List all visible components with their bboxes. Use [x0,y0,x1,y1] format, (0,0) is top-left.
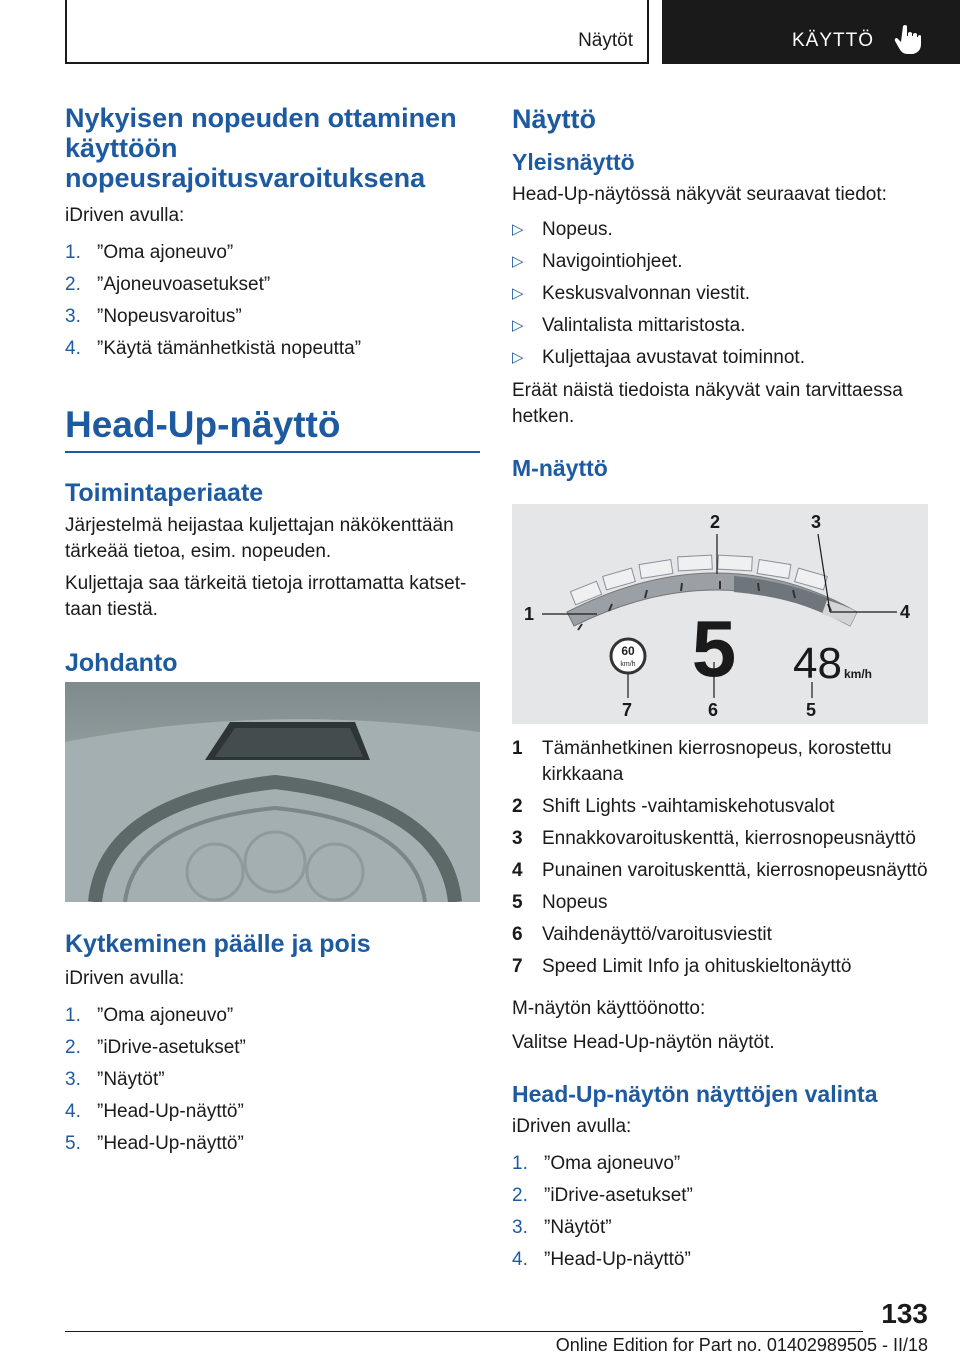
idrive-intro: iDriven avulla: [512,1116,632,1137]
hand-pointer-icon [894,24,922,54]
m-activation-instruction: Valitse Head-Up-näytön näytöt. [512,1032,775,1053]
section-title-onoff: Kytkeminen päälle ja pois [65,930,371,958]
section-title-intro: Johdanto [65,649,178,677]
list-item: 4. ”Head-Up-näyttö” [65,1101,244,1122]
edition-info: Online Edition for Part no. 01402989505 - II/18 [555,1335,928,1355]
list-item: ▷ Nopeus. [512,214,928,246]
legend-item: 1 Tämänhetkinen kierrosnopeus, korostettu kirkkaana [512,738,892,785]
section-title-m-display: M-näyttö [512,455,608,481]
idrive-intro: iDriven avulla: [65,968,185,989]
legend-item: 2 Shift Lights -vaihtamiskehotusvalot [512,796,835,817]
footer-divider [65,1331,863,1332]
list-item: 5. ”Head-Up-näyttö” [65,1133,244,1154]
section-title-select: Head-Up-näytön näyttöjen valinta [512,1081,878,1107]
callout-3: 3 [811,512,822,532]
m-activation-text: M-näytön käyttöönotto: [512,998,706,1019]
page-title: Head-Up-näyttö [65,403,480,453]
steps-list-select [512,1148,928,1276]
list-item: ▷ Kuljettajaa avustavat toiminnot. [512,342,928,374]
legend-item: 3 Ennakkovaroituskenttä, kierrosnopeusnäyttö [512,828,916,849]
idrive-intro: iDriven avulla: [65,205,185,226]
header-section-box [65,0,649,64]
header-chapter-tab [662,0,960,64]
left-column [65,100,480,677]
speed-limit-value: 60 [621,644,635,658]
left-column-lower [65,930,480,1160]
m-display-figure [512,504,928,724]
section-title-display: Näyttö [512,104,597,134]
list-item: 3. ”Näytöt” [512,1217,612,1238]
right-column [512,100,928,482]
steps-list-speed-warning [65,237,480,365]
list-item: ▷ Navigointiohjeet. [512,246,928,278]
legend-item: 5 Nopeus [512,892,608,913]
list-item: 3. ”Nopeusvaroitus” [65,306,242,327]
list-item: 1. ”Oma ajoneuvo” [512,1153,681,1174]
list-item: 1. ”Oma ajoneuvo” [65,242,234,263]
header-section-title: Näytöt [578,30,633,51]
hud-dashboard-image [65,682,480,902]
general-intro: Head-Up-näytössä näkyvät seuraavat tiedot: [512,184,887,205]
speed-value: 48 [793,639,842,688]
section-title-principle: Toimintaperiaate [65,479,264,507]
list-item: 2. ”iDrive-asetukset” [512,1185,693,1206]
list-item: 3. ”Näytöt” [65,1069,165,1090]
list-item: ▷ Valintalista mittaristosta. [512,310,928,342]
general-note: Eräät näistä tiedoista näkyvät vain tarvittaessa hetken. [512,380,903,427]
section-title-general: Yleisnäyttö [512,149,635,175]
m-display-legend [512,736,928,980]
callout-5: 5 [806,700,817,720]
principle-text-2: Kuljettaja saa tärkeitä tietoja irrottamatta katsettaan tiestä. [65,573,467,620]
page-number: 133 [881,1298,928,1329]
speed-limit-unit: km/h [620,661,636,668]
section-title-speed-warning: Nykyisen nopeuden ottaminen käyttöön nopeusrajoitusvaroituksena [65,103,457,193]
header-chapter-title: KÄYTTÖ [792,30,875,51]
right-column-lower [512,736,928,1276]
list-item: 2. ”iDrive-asetukset” [65,1037,246,1058]
triangle-bullet-icon: ▷ [512,221,524,238]
principle-text-1: Järjestelmä heijastaa kuljettajan näkökenttään tärkeää tietoa, esim. nopeuden. [65,515,454,562]
list-item: 2. ”Ajoneuvoasetukset” [65,274,271,295]
general-bullet-list [512,214,928,374]
triangle-bullet-icon: ▷ [512,349,524,366]
list-item: 4. ”Käytä tämänhetkistä nopeutta” [65,338,362,359]
callout-6: 6 [708,700,719,720]
legend-item: 6 Vaihdenäyttö/varoitusviestit [512,924,772,945]
legend-item: 4 Punainen varoituskenttä, kierrosnopeusnäyttö [512,860,928,881]
speed-unit: km/h [844,667,873,681]
triangle-bullet-icon: ▷ [512,285,524,302]
callout-7: 7 [622,700,633,720]
callout-2: 2 [710,512,721,532]
legend-item: 7 Speed Limit Info ja ohituskieltonäyttö [512,956,852,977]
callout-4: 4 [900,602,911,622]
triangle-bullet-icon: ▷ [512,253,524,270]
callout-1: 1 [524,604,535,624]
triangle-bullet-icon: ▷ [512,317,524,334]
steps-list-onoff [65,1000,480,1160]
gear-indicator: 5 [691,604,737,693]
list-item: 1. ”Oma ajoneuvo” [65,1005,234,1026]
list-item: ▷ Keskusvalvonnan viestit. [512,278,928,310]
list-item: 4. ”Head-Up-näyttö” [512,1249,691,1270]
